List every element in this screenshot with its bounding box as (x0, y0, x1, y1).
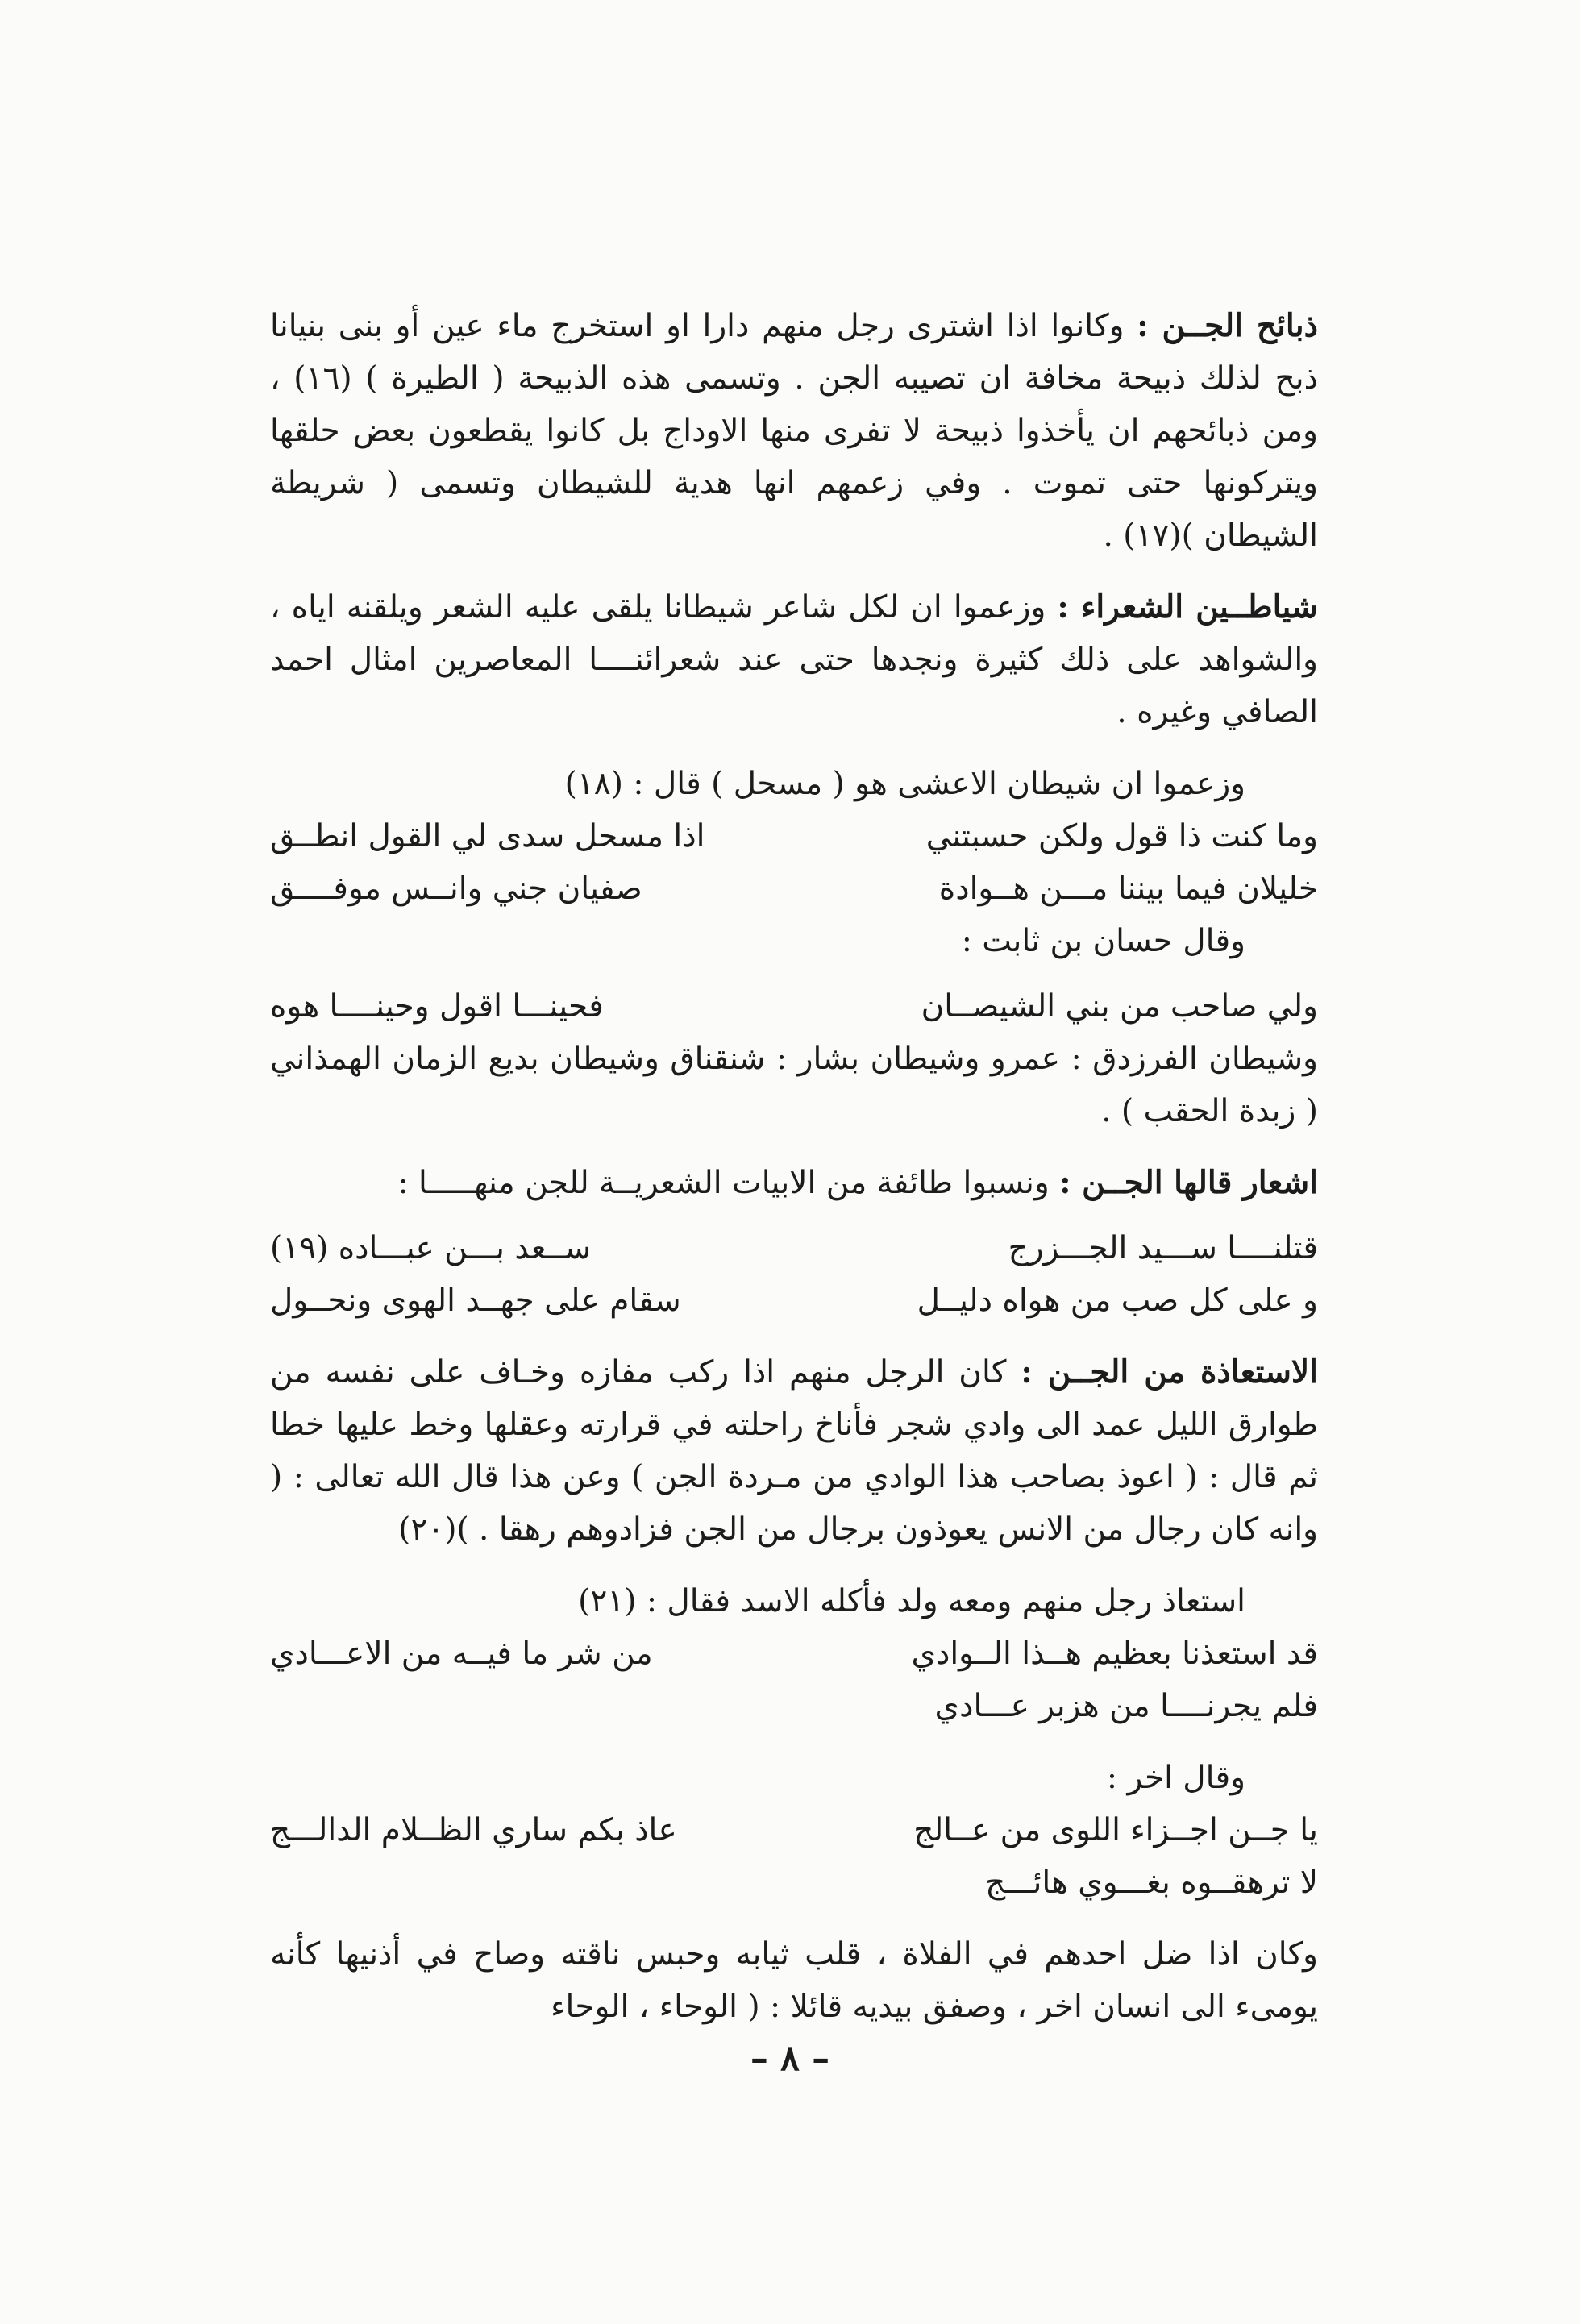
paragraph-lion-story: استعاذ رجل منهم ومعه ولد فأكله الاسد فقال : (٢١) (578, 1583, 1245, 1619)
verse-second-hemistich: ســعد بـــن عبـــاده (١٩) (270, 1230, 592, 1266)
paragraph-aasha: وزعموا ان شيطان الاعشى هو ( مسحل ) قال : (١٨) (564, 766, 1245, 802)
verse-first-hemistich: خليلان فيما بيننا مـــن هــوادة (938, 871, 1318, 907)
verse-first-hemistich: و على كل صب من هواه دليــل (917, 1283, 1318, 1319)
paragraph-text: وكانوا اذا اشترى رجل منهم دارا او استخرج ماء عين أو بنى بنيانا ذبح لذلك ذبيحة مخافة ان تصيبه الجن . وتسمى هذه الذبيحة ( الطيرة ) (١٦) ، ومن ذبائحهم ان يأخذوا ذبيحة لا تفرى منها الاوداج بل كانوا يقطعون بعض حلقها ويتركونها حتى تموت . وفي زعمهم انها هدية للشيطان وتسمى ( شريطة الشيطان )(١٧) . (270, 308, 1318, 554)
verse-second-hemistich: عاذ بكم ساري الظــلام الدالـــج (270, 1812, 677, 1848)
paragraph-text: ونسبوا طائفة من الابيات الشعريــة للجن منهـــــا : (397, 1165, 1050, 1201)
paragraph-text: كان الرجل منهم اذا ركب مفازه وخـاف على نفسه من طوارق الليل عمد الى وادي شجر فأناخ راحلته في قرارته وعقلها وخط عليها خطا ثم قال : ( اعوذ بصاحب هذا الوادي من مـردة الجن ) وعن هذا قال الله تعالى : ( وانه كان رجال من الانس يعوذون برجال من الجن فزادوهم رهقا . )(٢٠) (270, 1354, 1318, 1548)
verse-first-hemistich: قتلنــــا ســـيد الجـــزرج (1008, 1230, 1318, 1266)
paragraph-jinn-sacrifices (270, 300, 1318, 562)
verse-second-hemistich: من شر ما فيــه من الاعـــادي (270, 1636, 653, 1672)
main-text (270, 300, 1318, 2033)
verse-line (270, 1274, 1318, 1327)
verse-line (270, 1628, 1318, 1680)
verse-single-hemistich: فلم يجرنــــا من هزبر عـــادي (934, 1688, 1318, 1724)
verse-second-hemistich: اذا مسحل سدى لي القول انطــق (270, 818, 705, 854)
heading-jinn-poems: اشعار قالها الجــن : (1059, 1164, 1318, 1201)
paragraph-seeking-refuge (270, 1346, 1318, 1556)
paragraph-jinn-poems (270, 1157, 1318, 1209)
verse-first-hemistich: وما كنت ذا قول ولكن حسبتني (925, 818, 1318, 854)
verse-first-hemistich: ولي صاحب من بني الشيصــان (921, 988, 1318, 1025)
heading-jinn-sacrifices: ذبائح الجــن : (1137, 307, 1318, 344)
verse-first-hemistich: يا جــن اجــزاء اللوى من عــالج (913, 1812, 1318, 1848)
paragraph-farazdaq: وشيطان الفرزدق : عمرو وشيطان بشار : شنقناق وشيطان بديع الزمان الهمذاني ( زبدة الحقب ) . (270, 1041, 1318, 1129)
verse-second-hemistich: فحينـــا اقول وحينــــا هوه (270, 988, 604, 1025)
verse-single-hemistich: لا ترهقــوه بغـــوي هائـــج (985, 1865, 1318, 1901)
paragraph-hassan: وقال حسان بن ثابت : (961, 923, 1245, 959)
heading-seeking-refuge: الاستعاذة من الجــن : (1021, 1353, 1318, 1391)
paragraph-poets-devils (270, 581, 1318, 738)
heading-poets-devils: شياطــين الشعراء : (1057, 588, 1318, 626)
verse-second-hemistich: سقام على جهــد الهوى ونحــول (270, 1283, 681, 1319)
verse-second-hemistich: صفيان جني وانــس موفــــق (270, 871, 642, 907)
page-number: – ٨ – (750, 2038, 830, 2079)
paragraph-lost-in-desert: وكان اذا ضل احدهم في الفلاة ، قلب ثيابه وحبس ناقته وصاح في أذنيها كأنه يومىء الى انسان اخر ، وصفق بيديه قائلا : ( الوحاء ، الوحاء (270, 1936, 1318, 2025)
verse-line (270, 863, 1318, 915)
verse-line (270, 1804, 1318, 1856)
verse-first-hemistich: قد استعذنا بعظيم هــذا الــوادي (911, 1636, 1318, 1672)
paragraph-text: وزعموا ان لكل شاعر شيطانا يلقى عليه الشعر ويلقنه اياه ، والشواهد على ذلك كثيرة ونجدها حتى عند شعرائنــــا المعاصرين امثال احمد الصافي وغيره . (270, 589, 1318, 730)
paragraph-another-said: وقال اخر : (1106, 1760, 1245, 1796)
verse-line (270, 810, 1318, 863)
verse-line (270, 1222, 1318, 1274)
verse-line (270, 980, 1318, 1033)
